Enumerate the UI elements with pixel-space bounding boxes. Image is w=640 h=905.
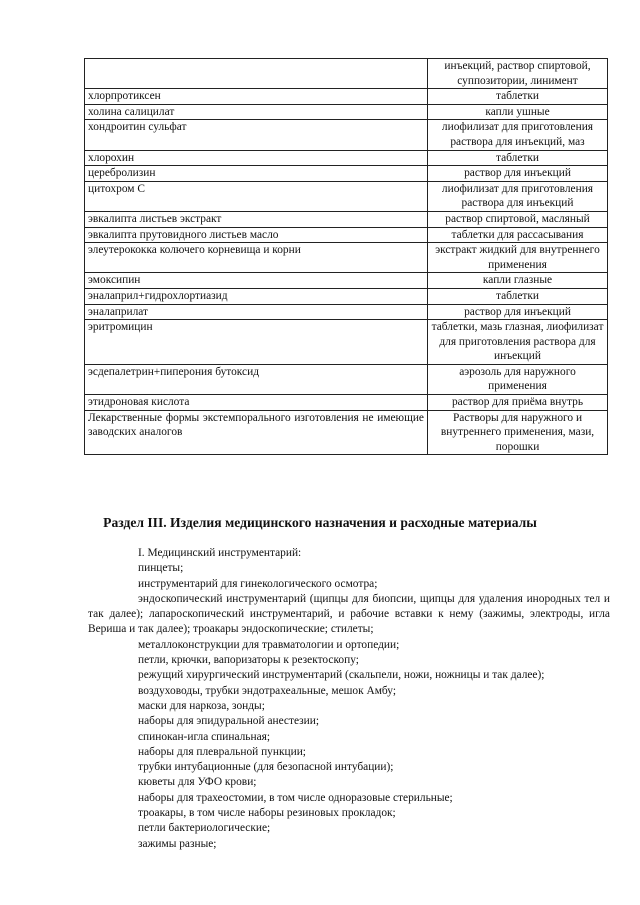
list-item: петли бактериологические; <box>138 822 271 835</box>
dosage-form-cell: таблетки <box>428 89 608 105</box>
dosage-form-cell: экстракт жидкий для внутреннего применения <box>428 243 608 273</box>
drug-name-cell: эритромицин <box>85 320 428 365</box>
table-row <box>85 150 608 166</box>
drug-name-cell: эвкалипта листьев экстракт <box>85 211 428 227</box>
section-title: Раздел III. Изделия медицинского назначения и расходные материалы <box>103 515 537 530</box>
drug-name-cell: хлорохин <box>85 150 428 166</box>
drug-name-cell: эналаприлат <box>85 304 428 320</box>
dosage-form-cell: капли глазные <box>428 273 608 289</box>
drug-name-cell: эмоксипин <box>85 273 428 289</box>
instrument-list <box>88 546 610 852</box>
list-item: режущий хирургический инструментарий (скальпели, ножи, ножницы и так далее); <box>138 669 545 682</box>
list-item: наборы для трахеостомии, в том числе одноразовые стерильные; <box>138 791 453 804</box>
table-row <box>85 320 608 365</box>
drug-name-cell: эвкалипта прутовидного листьев масло <box>85 227 428 243</box>
list-item: эндоскопический инструментарий (щипцы для биопсии, щипцы для удаления инородных тел и так далее); лапароскопический инструментарий, и рабочие вставки к нему (зажимы, электроды, игла Вериша и так далее); троакары эндоскопические; стилеты; <box>88 592 610 636</box>
table-row <box>85 59 608 89</box>
dosage-form-cell: лиофилизат для приготовления раствора для инъекций <box>428 181 608 211</box>
table-row <box>85 89 608 105</box>
dosage-form-cell: раствор для инъекций <box>428 304 608 320</box>
table-row <box>85 410 608 455</box>
drug-name-cell: Лекарственные формы экстемпорального изготовления не имеющие заводских аналогов <box>85 410 428 455</box>
table-row <box>85 104 608 120</box>
list-item: наборы для плевральной пункции; <box>138 745 306 758</box>
drug-name-cell: элеутерококка колючего корневища и корни <box>85 243 428 273</box>
drug-name-cell: церебролизин <box>85 166 428 182</box>
list-item: кюветы для УФО крови; <box>138 776 257 789</box>
table-row <box>85 243 608 273</box>
drug-forms-table <box>84 58 608 455</box>
table-row <box>85 120 608 150</box>
list-item: воздуховоды, трубки эндотрахеальные, мешок Амбу; <box>138 684 396 697</box>
list-item: пинцеты; <box>138 562 184 575</box>
drug-name-cell: этидроновая кислота <box>85 395 428 411</box>
drug-rows <box>85 59 608 455</box>
dosage-form-cell: таблетки <box>428 288 608 304</box>
list-item: наборы для эпидуральной анестезии; <box>138 715 320 728</box>
dosage-form-cell: Растворы для наружного и внутреннего применения, мази, порошки <box>428 410 608 455</box>
dosage-form-cell: раствор для инъекций <box>428 166 608 182</box>
list-item: I. Медицинский инструментарий: <box>138 547 302 559</box>
dosage-form-cell: капли ушные <box>428 104 608 120</box>
dosage-form-cell: раствор спиртовой, масляный <box>428 211 608 227</box>
dosage-form-cell: аэрозоль для наружного применения <box>428 364 608 394</box>
table-row <box>85 364 608 394</box>
drug-name-cell: хондроитин сульфат <box>85 120 428 150</box>
list-item: трубки интубационные (для безопасной интубации); <box>138 761 394 774</box>
drug-name-cell <box>85 59 428 89</box>
table-row <box>85 211 608 227</box>
table-row <box>85 395 608 411</box>
list-item: зажимы разные; <box>138 837 217 850</box>
table-row <box>85 273 608 289</box>
dosage-form-cell: таблетки <box>428 150 608 166</box>
list-item: маски для наркоза, зонды; <box>138 699 265 712</box>
list-item: инструментарий для гинекологического осмотра; <box>138 577 378 590</box>
table-row <box>85 227 608 243</box>
dosage-form-cell: таблетки, мазь глазная, лиофилизат для приготовления раствора для инъекций <box>428 320 608 365</box>
table-row <box>85 304 608 320</box>
table-row <box>85 288 608 304</box>
list-item: спинокан-игла спинальная; <box>138 730 271 743</box>
dosage-form-cell: таблетки для рассасывания <box>428 227 608 243</box>
list-item: металлоконструкции для травматологии и ортопедии; <box>138 638 400 651</box>
table-row <box>85 166 608 182</box>
drug-name-cell: эналаприл+гидрохлортиазид <box>85 288 428 304</box>
dosage-form-cell: раствор для приёма внутрь <box>428 395 608 411</box>
drug-name-cell: цитохром С <box>85 181 428 211</box>
list-item: троакары, в том числе наборы резиновых прокладок; <box>138 807 396 820</box>
dosage-form-cell: инъекций, раствор спиртовой, суппозитории, линимент <box>428 59 608 89</box>
list-item: петли, крючки, вапоризаторы к резектоскопу; <box>138 654 359 667</box>
drug-name-cell: хлорпротиксен <box>85 89 428 105</box>
drug-name-cell: эсдепалетрин+пиперония бутоксид <box>85 364 428 394</box>
dosage-form-cell: лиофилизат для приготовления раствора для инъекций, маз <box>428 120 608 150</box>
drug-name-cell: холина салицилат <box>85 104 428 120</box>
table-row <box>85 181 608 211</box>
